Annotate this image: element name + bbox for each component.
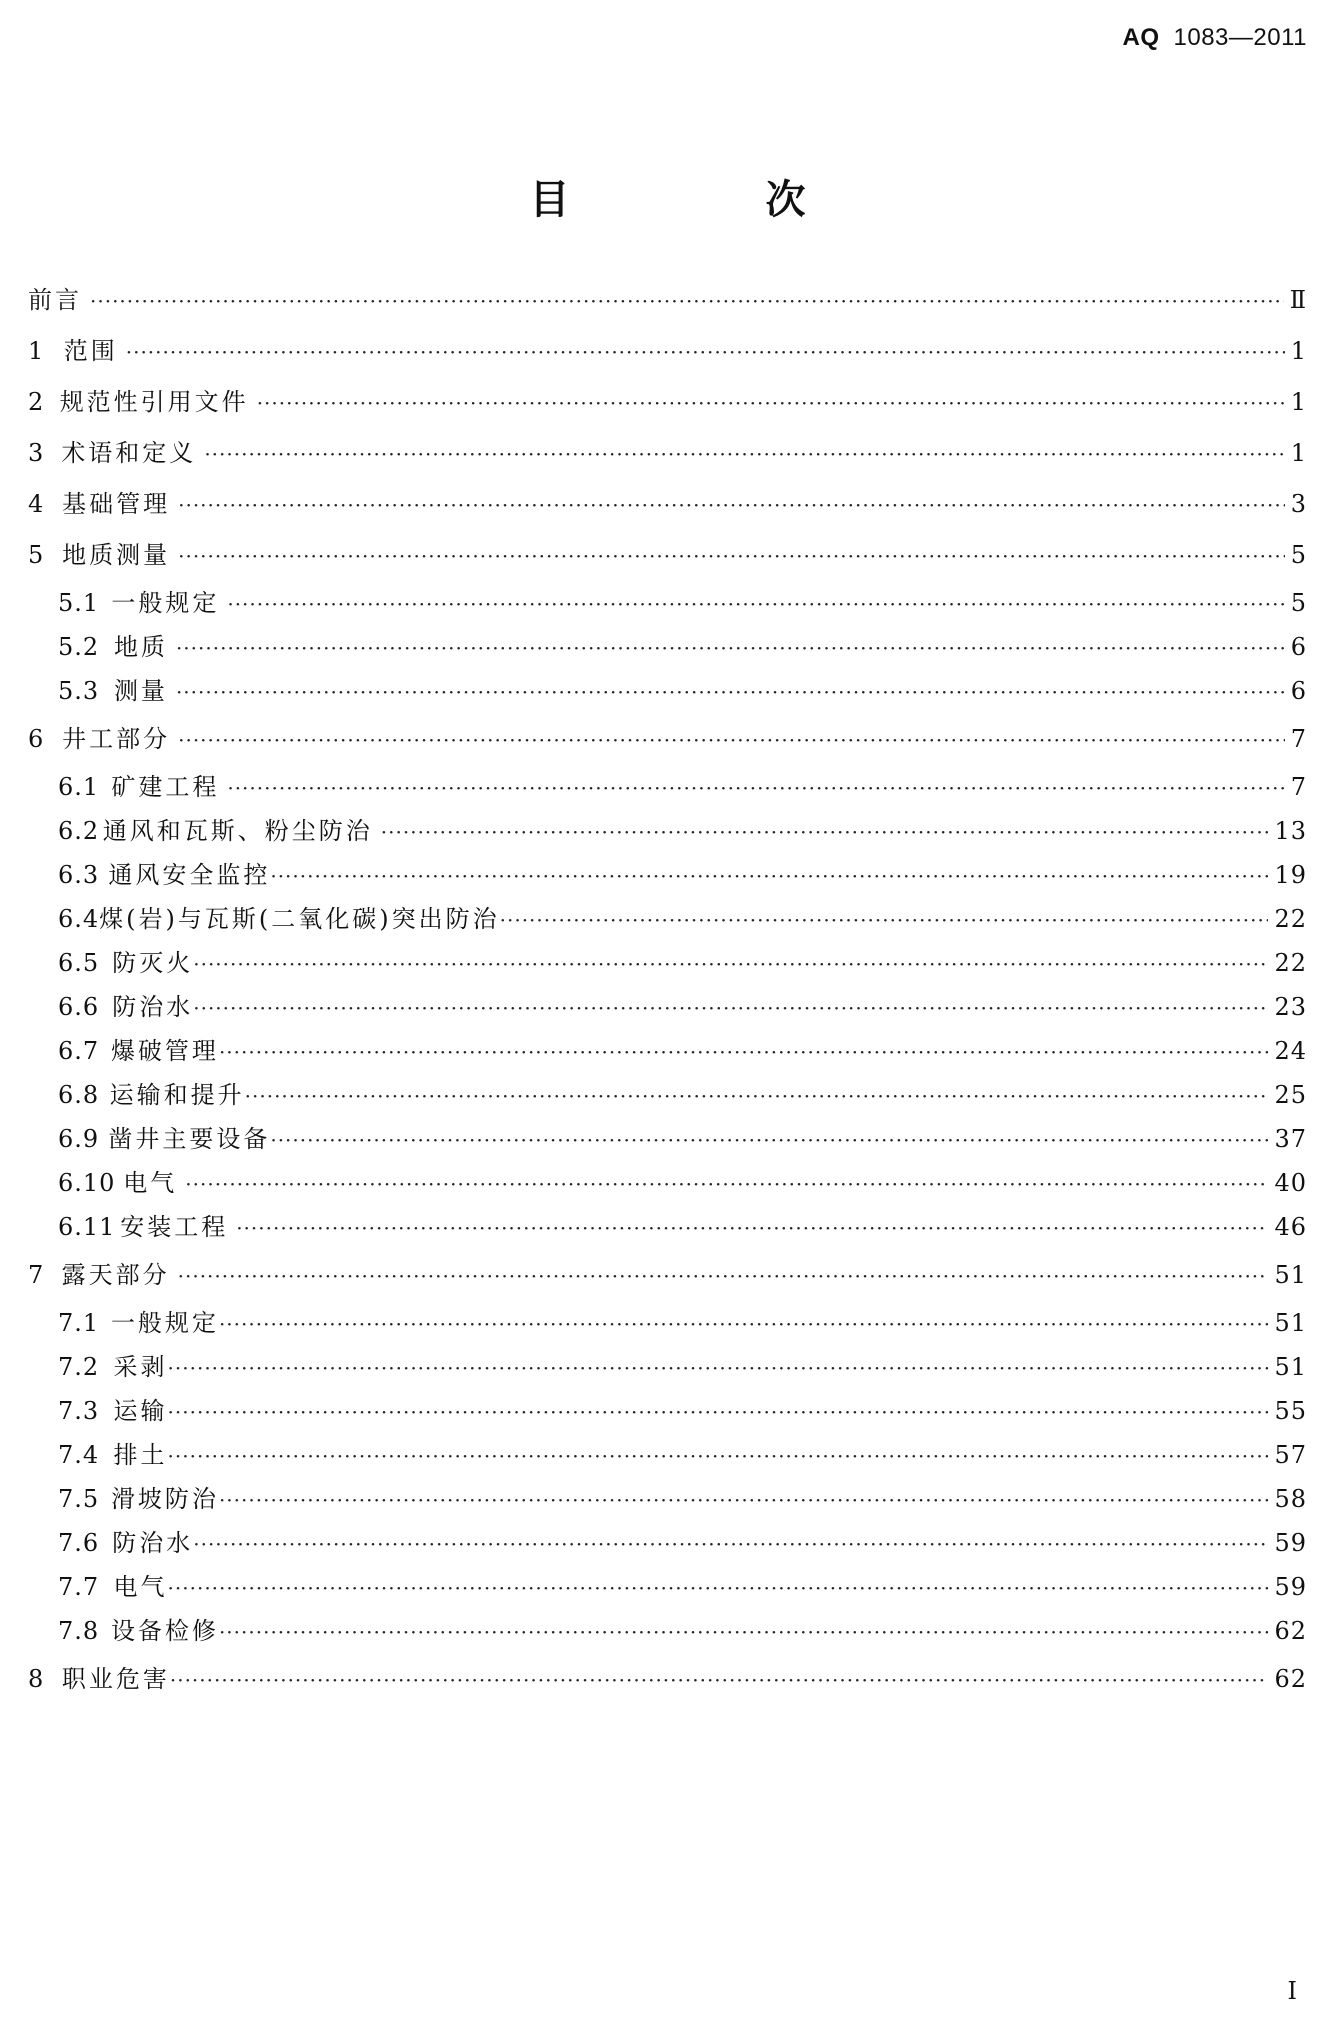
- toc-entry-number: 6.6: [58, 993, 100, 1021]
- toc-entry-number: 6: [28, 725, 45, 753]
- toc-entry-label: 防灭火: [112, 949, 194, 977]
- toc-entry-number: 6.1: [58, 773, 100, 801]
- toc-entry-label: 露天部分: [61, 1261, 170, 1289]
- toc-entry-label: 排土: [113, 1441, 168, 1469]
- toc-entry-number: 6.4: [58, 905, 100, 933]
- toc-entry-number: 6.3: [58, 861, 100, 889]
- toc-entry-label: 运输: [113, 1397, 168, 1425]
- toc-entry-page: 1: [1290, 337, 1307, 365]
- toc-entry-page: 13: [1274, 817, 1307, 845]
- toc-entry-page: 23: [1274, 993, 1307, 1021]
- toc-entry-page: 1: [1290, 388, 1307, 416]
- dot-leader: [178, 724, 1285, 756]
- page-number: I: [1287, 1977, 1297, 2005]
- toc-entry-label: 通风安全监控: [108, 861, 271, 889]
- dot-leader: [185, 1168, 1268, 1200]
- dot-leader: [257, 387, 1285, 419]
- toc-entry-label: 采剥: [113, 1353, 168, 1381]
- toc-entry[interactable]: [28, 335, 1307, 367]
- dot-leader: [126, 336, 1285, 368]
- toc-entry-number: 2: [28, 388, 45, 416]
- toc-entry-label: 凿井主要设备: [108, 1125, 271, 1153]
- toc-entry-label: 井工部分: [62, 725, 171, 753]
- toc-entry-number: 7.6: [58, 1529, 100, 1557]
- standard-number: 1083—2011: [1173, 24, 1307, 51]
- toc-entry[interactable]: [58, 631, 1307, 663]
- toc-entry[interactable]: [28, 437, 1307, 469]
- toc-entry-number: 1: [28, 337, 45, 365]
- toc-entry-label: 一般规定: [111, 589, 220, 617]
- toc-entry[interactable]: [28, 386, 1307, 418]
- toc-entry-label: 通风和瓦斯、粉尘防治: [102, 817, 373, 845]
- toc-entry-page: 6: [1290, 677, 1307, 705]
- toc-entry-page: Ⅱ: [1289, 286, 1307, 314]
- toc-entry-label: 矿建工程: [111, 773, 220, 801]
- dot-leader: [176, 676, 1285, 708]
- dot-leader: [193, 1528, 1268, 1560]
- toc-entry[interactable]: [58, 675, 1307, 707]
- toc-entry-number: 7.3: [58, 1397, 100, 1425]
- toc-entry[interactable]: [58, 991, 1307, 1023]
- toc-entry[interactable]: [58, 1307, 1307, 1339]
- toc-entry-label: 滑坡防治: [110, 1485, 219, 1513]
- toc-entry-page: 57: [1274, 1441, 1307, 1469]
- toc-entry-page: 46: [1274, 1213, 1307, 1241]
- toc-entry[interactable]: [58, 1167, 1307, 1199]
- toc-entry-label: 爆破管理: [110, 1037, 219, 1065]
- toc-entry[interactable]: [28, 284, 1307, 316]
- toc-entry-page: 3: [1290, 490, 1307, 518]
- dot-leader: [381, 816, 1269, 848]
- toc-entry-label: 一般规定: [110, 1309, 219, 1337]
- toc-entry-page: 37: [1274, 1125, 1307, 1153]
- toc-entry[interactable]: [58, 1079, 1307, 1111]
- toc-entry-number: 6.7: [58, 1037, 100, 1065]
- toc-entry-label: 职业危害: [61, 1665, 170, 1693]
- toc-entry-page: 5: [1290, 589, 1307, 617]
- toc-entry-page: 55: [1274, 1397, 1307, 1425]
- toc-entry-number: 3: [28, 439, 45, 467]
- toc-entry[interactable]: [58, 1571, 1307, 1603]
- dot-leader: [270, 860, 1268, 892]
- toc-entry[interactable]: [58, 1211, 1307, 1243]
- toc-entry-page: 7: [1290, 725, 1307, 753]
- toc-entry-page: 5: [1290, 541, 1307, 569]
- toc-entry-label: 范围: [63, 337, 118, 365]
- dot-leader: [90, 285, 1284, 317]
- toc-entry-label: 电气: [123, 1169, 178, 1197]
- standard-code: [1123, 24, 1308, 52]
- toc-entry-page: 62: [1274, 1617, 1307, 1645]
- toc-entry-number: 8: [28, 1665, 45, 1693]
- toc-entry-label: 煤(岩)与瓦斯(二氧化碳)突出防治: [99, 905, 500, 933]
- toc-entry[interactable]: [58, 771, 1307, 803]
- toc-entry-number: 7.8: [58, 1617, 100, 1645]
- toc-entry-label: 术语和定义: [61, 439, 197, 467]
- dot-leader: [176, 632, 1285, 664]
- toc-entry[interactable]: [58, 1395, 1307, 1427]
- dot-leader: [168, 1396, 1269, 1428]
- toc-entry[interactable]: [58, 1615, 1307, 1647]
- dot-leader: [193, 948, 1268, 980]
- toc-entry[interactable]: [28, 488, 1307, 520]
- dot-leader: [219, 1616, 1269, 1648]
- dot-leader: [219, 1484, 1269, 1516]
- dot-leader: [219, 1036, 1269, 1068]
- toc-entry-label: 防治水: [112, 1529, 194, 1557]
- toc-entry-page: 25: [1274, 1081, 1307, 1109]
- toc-entry-label: 设备检修: [110, 1617, 219, 1645]
- toc-entry-label: 运输和提升: [109, 1081, 245, 1109]
- toc-entry-label: 测量: [113, 677, 168, 705]
- toc-entry-label: 防治水: [112, 993, 194, 1021]
- toc-entry[interactable]: [58, 1123, 1307, 1155]
- toc-entry-page: 62: [1274, 1665, 1307, 1693]
- toc-entry-number: 6.5: [58, 949, 100, 977]
- dot-leader: [219, 1308, 1269, 1340]
- toc-entry-page: 7: [1290, 773, 1307, 801]
- dot-leader: [168, 1440, 1269, 1472]
- toc-entry-page: 51: [1274, 1309, 1307, 1337]
- toc-entry-number: 6.11: [58, 1213, 116, 1241]
- toc-entry-number: 6.2: [58, 817, 100, 845]
- toc-entry[interactable]: [58, 859, 1307, 891]
- toc-entry[interactable]: [28, 1663, 1307, 1695]
- toc-entry-label: 基础管理: [62, 490, 171, 518]
- toc-entry-page: 6: [1290, 633, 1307, 661]
- toc-entry-page: 40: [1274, 1169, 1307, 1197]
- dot-leader: [178, 540, 1285, 572]
- toc-entry-label: 电气: [113, 1573, 168, 1601]
- toc-entry-number: 6.9: [58, 1125, 100, 1153]
- toc-entry-number: 7: [28, 1261, 45, 1289]
- toc-entry[interactable]: [58, 903, 1307, 935]
- toc-entry-page: 58: [1274, 1485, 1307, 1513]
- toc-entry-page: 22: [1274, 949, 1307, 977]
- toc-entry[interactable]: [28, 1259, 1307, 1291]
- toc-entry-number: 4: [28, 490, 45, 518]
- toc-entry-label: 前言: [28, 286, 82, 314]
- toc-entry-number: 5.3: [58, 677, 100, 705]
- dot-leader: [270, 1124, 1268, 1156]
- toc-entry-number: 7.7: [58, 1573, 100, 1601]
- toc-entry-page: 51: [1274, 1261, 1307, 1289]
- toc-entry-page: 59: [1274, 1529, 1307, 1557]
- toc-entry-number: 5.1: [58, 589, 100, 617]
- dot-leader: [227, 588, 1284, 620]
- toc-entry-page: 59: [1274, 1573, 1307, 1601]
- toc-entry[interactable]: [58, 587, 1307, 619]
- standard-prefix: AQ: [1122, 24, 1160, 51]
- toc-entry[interactable]: [58, 1035, 1307, 1067]
- dot-leader: [204, 438, 1284, 470]
- toc-entry-number: 7.1: [58, 1309, 100, 1337]
- toc-entry[interactable]: [58, 1527, 1307, 1559]
- dot-leader: [500, 904, 1269, 936]
- toc-entry[interactable]: [58, 815, 1307, 847]
- dot-leader: [245, 1080, 1269, 1112]
- toc-entry-number: 6.10: [58, 1169, 116, 1197]
- toc-entry-number: 6.8: [58, 1081, 100, 1109]
- toc-entry-label: 地质: [113, 633, 168, 661]
- toc-entry-number: 7.2: [58, 1353, 100, 1381]
- toc-entry-number: 5: [28, 541, 45, 569]
- toc-entry-number: 5.2: [58, 633, 100, 661]
- toc-entry[interactable]: [28, 539, 1307, 571]
- toc-entry-label: 规范性引用文件: [59, 388, 249, 416]
- toc-entry[interactable]: [58, 1439, 1307, 1471]
- toc-entry-page: 19: [1274, 861, 1307, 889]
- toc-entry[interactable]: [58, 947, 1307, 979]
- dot-leader: [227, 772, 1284, 804]
- dot-leader: [236, 1212, 1268, 1244]
- dot-leader: [178, 489, 1285, 521]
- toc-title: 目 次: [529, 177, 884, 223]
- toc-entry[interactable]: [28, 723, 1307, 755]
- toc-entry-page: 22: [1274, 905, 1307, 933]
- toc-entry-number: 7.5: [58, 1485, 100, 1513]
- dot-leader: [178, 1260, 1269, 1292]
- dot-leader: [170, 1664, 1269, 1696]
- toc-entry-label: 安装工程: [120, 1213, 229, 1241]
- toc-entry-label: 地质测量: [62, 541, 171, 569]
- toc-entry[interactable]: [58, 1483, 1307, 1515]
- toc-entry-page: 1: [1290, 439, 1307, 467]
- toc-entry-page: 24: [1274, 1037, 1307, 1065]
- dot-leader: [168, 1352, 1269, 1384]
- dot-leader: [168, 1572, 1269, 1604]
- dot-leader: [193, 992, 1268, 1024]
- toc-entry-number: 7.4: [58, 1441, 100, 1469]
- toc-entry[interactable]: [58, 1351, 1307, 1383]
- toc-entry-page: 51: [1274, 1353, 1307, 1381]
